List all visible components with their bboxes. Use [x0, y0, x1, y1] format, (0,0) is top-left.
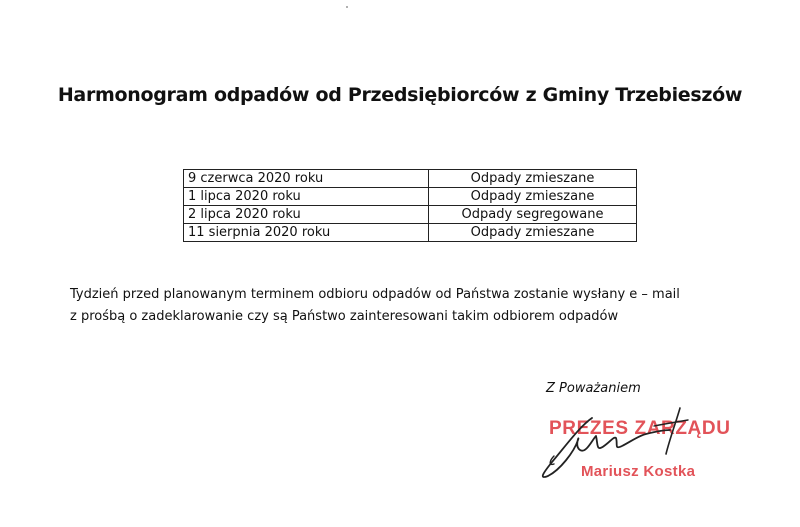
- schedule-table: [183, 169, 637, 242]
- handwritten-signature: [530, 400, 730, 500]
- table-row: [184, 206, 637, 224]
- scan-speck: [346, 6, 348, 8]
- schedule-date: 2 lipca 2020 roku: [184, 206, 429, 224]
- notice-paragraph: [70, 284, 750, 328]
- notice-line: z prośbą o zadeklarowanie czy są Państwo zainteresowani takim odbiorem odpadów: [70, 309, 619, 324]
- schedule-waste-type: Odpady zmieszane: [429, 188, 637, 206]
- closing-salutation: Z Poważaniem: [546, 381, 641, 396]
- schedule-waste-type: Odpady zmieszane: [429, 170, 637, 188]
- schedule-waste-type: Odpady segregowane: [429, 206, 637, 224]
- table-row: [184, 224, 637, 242]
- schedule-date: 9 czerwca 2020 roku: [184, 170, 429, 188]
- document-title: Harmonogram odpadów od Przedsiębiorców z Gminy Trzebieszów: [57, 84, 743, 106]
- stamp-position: PREZES ZARZĄDU: [549, 418, 731, 439]
- stamp-name: Mariusz Kostka: [581, 463, 696, 480]
- table-row: [184, 170, 637, 188]
- table-row: [184, 188, 637, 206]
- schedule-waste-type: Odpady zmieszane: [429, 224, 637, 242]
- notice-line: Tydzień przed planowanym terminem odbioru odpadów od Państwa zostanie wysłany e – mail: [70, 287, 680, 302]
- schedule-date: 11 sierpnia 2020 roku: [184, 224, 429, 242]
- schedule-date: 1 lipca 2020 roku: [184, 188, 429, 206]
